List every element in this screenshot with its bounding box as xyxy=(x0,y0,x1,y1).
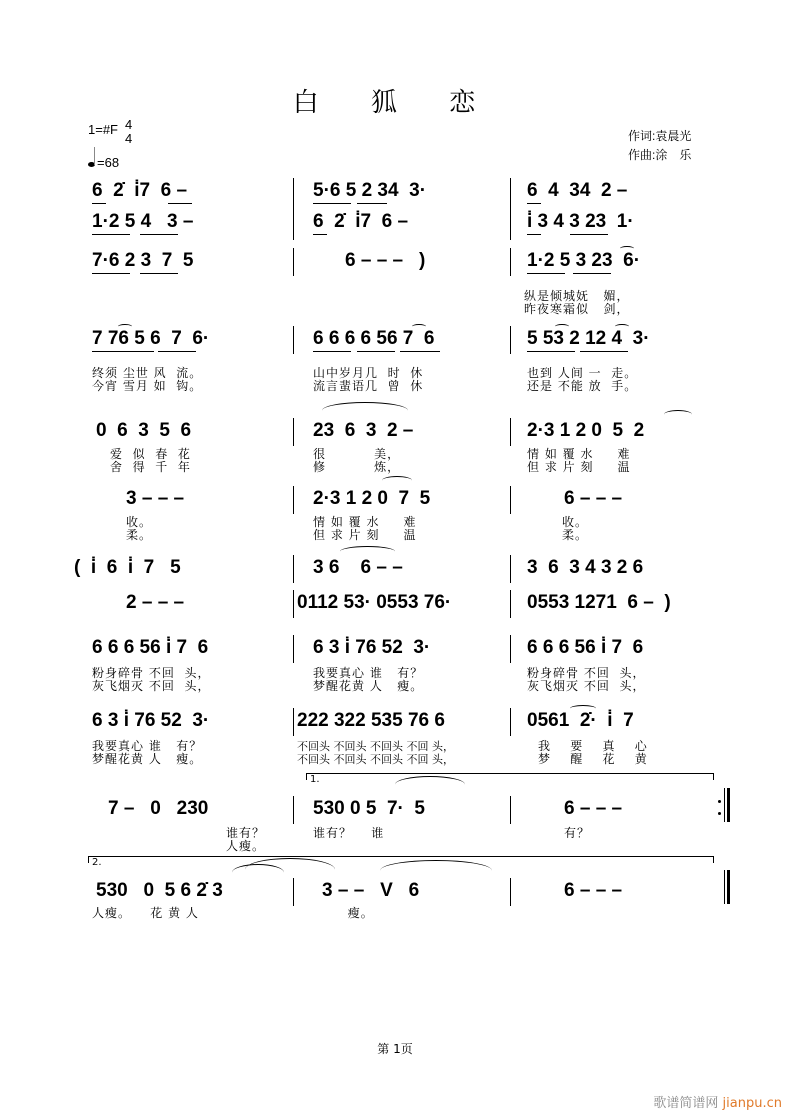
measure: 6 – – – xyxy=(564,880,623,901)
barline xyxy=(510,418,511,446)
lyrics-verse-2: 流言蜚语几 曾 休 xyxy=(313,379,424,393)
lyrics-verse-2: 柔。 xyxy=(562,528,589,542)
barline xyxy=(510,878,511,906)
slur xyxy=(615,324,629,329)
measure: 2·3 1 2 0 7 5 xyxy=(313,488,431,509)
final-barline xyxy=(727,870,730,904)
barline xyxy=(510,178,511,240)
key-signature xyxy=(88,117,133,146)
underline xyxy=(313,203,351,204)
watermark: 歌谱简谱网 jianpu.cn xyxy=(653,1096,782,1111)
underline xyxy=(140,273,178,274)
barline xyxy=(293,326,294,354)
underline xyxy=(313,234,327,235)
lyrics-verse-1: 情 如 覆 水 难 xyxy=(313,515,417,529)
volta-bracket-1: 1. xyxy=(306,773,714,780)
slur xyxy=(380,860,492,881)
measure: ( i̇ 6 i̇ 7 5 xyxy=(74,557,181,578)
lyrics-verse-1: 不回头 不回头 不回头 不回 头， xyxy=(297,740,454,753)
barline xyxy=(510,796,511,824)
lyrics-verse-1: 收。 xyxy=(126,515,153,529)
lyrics-verse-1: 纵是倾城妩 媚， xyxy=(524,289,630,303)
underline xyxy=(92,273,130,274)
measure: 6 3 i̇ 76 52 3· xyxy=(92,710,210,731)
lyrics-verse-2: 还是 不能 放 手。 xyxy=(527,379,638,393)
underline xyxy=(527,203,541,204)
lyrics-verse-1: 谁有？ 谁 xyxy=(313,826,385,840)
lyricist-credit: 作词:袁晨光 xyxy=(628,129,692,143)
underline xyxy=(580,351,628,352)
underline xyxy=(527,273,565,274)
measure: 0 6 3 5 6 xyxy=(96,420,192,441)
slur xyxy=(118,324,132,329)
lyrics-verse-1: 收。 xyxy=(562,515,589,529)
composer-credit: 作曲:涂 乐 xyxy=(628,148,692,162)
volta-bracket-2: 2. xyxy=(88,856,714,863)
measure: 2 – – – xyxy=(126,592,185,613)
barline xyxy=(293,555,294,583)
lyrics-verse-2: 梦 醒 花 黄 xyxy=(538,752,648,766)
barline xyxy=(510,326,511,354)
song-title: 白 狐 恋 xyxy=(292,88,498,118)
measure: 6 4 34 2 – xyxy=(527,180,628,201)
measure: 222 322 535 76 6 xyxy=(297,710,445,731)
measure: i̇ 3 4 3 23 1· xyxy=(527,211,634,232)
underline xyxy=(570,234,608,235)
repeat-end-barline xyxy=(727,788,730,822)
lyrics-verse-1: 我要真心 谁 有？ xyxy=(313,666,424,680)
measure: 6 6 6 56 i̇ 7 6 xyxy=(92,637,209,658)
measure: 7 76 5 6 7 6· xyxy=(92,328,210,349)
lyrics-verse-1: 爱 似 春 花 xyxy=(110,447,191,461)
measure: 6 6 6 6 56 7 6 xyxy=(313,328,435,349)
measure: 23 6 3 2 – xyxy=(313,420,414,441)
lyrics-verse-1: 瘦。 xyxy=(290,906,374,920)
measure: 6 – – – ) xyxy=(345,250,426,271)
barline xyxy=(293,708,294,736)
barline xyxy=(510,555,511,583)
lyrics-verse-1: 人瘦。 花 黄 人 xyxy=(92,906,199,920)
underline xyxy=(92,234,130,235)
lyrics-verse-1: 我要真心 谁 有？ xyxy=(92,739,203,753)
lyrics-verse-2: 修 炼， xyxy=(313,460,401,474)
key-label: 1=#F xyxy=(88,122,118,137)
measure: 7·6 2 3 7 5 xyxy=(92,250,194,271)
underline xyxy=(400,351,440,352)
underline xyxy=(92,203,106,204)
barline xyxy=(724,788,725,822)
slur xyxy=(382,476,412,485)
underline xyxy=(313,351,351,352)
measure: 2·3 1 2 0 5 2 xyxy=(527,420,645,441)
measure: 6 2̇ i̇7 6 – xyxy=(92,180,188,201)
underline xyxy=(92,351,154,352)
measure: 6 3 i̇ 76 52 3· xyxy=(313,637,431,658)
measure: 5·6 5 2 34 3· xyxy=(313,180,427,201)
barline xyxy=(293,796,294,824)
time-signature: 4 4 xyxy=(125,117,133,146)
barline xyxy=(293,635,294,663)
slur xyxy=(555,324,569,329)
measure: 6 – – – xyxy=(564,798,623,819)
measure: 3 6 6 – – xyxy=(313,557,403,578)
lyrics-verse-2: 舍 得 千 年 xyxy=(110,460,191,474)
barline xyxy=(293,178,294,240)
barline xyxy=(510,708,511,736)
underline xyxy=(527,234,541,235)
measure: 6 6 6 56 i̇ 7 6 xyxy=(527,637,644,658)
page-number: 第 1页 xyxy=(377,1042,413,1056)
measure: 6 2̇ i̇7 6 – xyxy=(313,211,409,232)
repeat-dot xyxy=(718,812,721,815)
repeat-dot xyxy=(718,800,721,803)
lyrics-verse-1: 山中岁月几 时 休 xyxy=(313,366,424,380)
slur xyxy=(340,546,395,557)
measure: 7 – 0 230 xyxy=(108,798,209,819)
lyrics-verse-2: 昨夜寒霜似 剑， xyxy=(524,302,630,316)
underline xyxy=(357,203,387,204)
lyrics-verse-2: 今宵 雪月 如 钩。 xyxy=(92,379,203,393)
lyrics-verse-2: 梦醒花黄 人 瘦。 xyxy=(92,752,203,766)
barline xyxy=(293,486,294,514)
lyrics-verse-1: 情 如 覆 水 难 xyxy=(527,447,631,461)
lyrics-verse-1: 粉身碎骨 不回 头， xyxy=(527,666,646,680)
barline xyxy=(510,590,511,618)
measure: 6 – – – xyxy=(564,488,623,509)
barline xyxy=(293,878,294,906)
measure: 1·2 5 4 3 – xyxy=(92,211,194,232)
underline xyxy=(168,203,192,204)
tempo-marking: =68 xyxy=(88,155,119,170)
barline xyxy=(510,248,511,276)
measure: 3 – – – xyxy=(126,488,185,509)
measure: 530 0 5 6 2̇ 3 xyxy=(96,880,223,901)
underline xyxy=(527,351,575,352)
measure: 0561 2̇· i̇ 7 xyxy=(527,710,634,731)
lyrics-verse-2: 柔。 xyxy=(126,528,153,542)
lyrics-verse-2: 梦醒花黄 人 瘦。 xyxy=(313,679,424,693)
underline xyxy=(158,351,196,352)
lyrics-verse-1: 终须 尘世 风 流。 xyxy=(92,366,203,380)
lyrics-verse-2: 但 求 片 刻 温 xyxy=(313,528,417,542)
lyrics-verse-1: 很 美， xyxy=(313,447,401,461)
lyrics-verse-2: 灰飞烟灭 不回 头， xyxy=(92,679,211,693)
slur xyxy=(232,864,284,881)
measure: 3 – – V 6 xyxy=(322,880,420,901)
lyrics-verse-1: 粉身碎骨 不回 头， xyxy=(92,666,211,680)
underline xyxy=(573,273,611,274)
barline xyxy=(293,418,294,446)
measure: 0553 1271 6 – ) xyxy=(527,592,671,613)
measure: 0112 53· 0553 76· xyxy=(297,592,452,613)
lyrics-verse-2: 但 求 片 刻 温 xyxy=(527,460,631,474)
slur xyxy=(664,410,692,419)
lyrics-verse-2: 灰飞烟灭 不回 头， xyxy=(527,679,646,693)
barline xyxy=(293,590,294,618)
slur xyxy=(620,246,634,251)
barline xyxy=(510,635,511,663)
slur xyxy=(322,402,408,419)
slur xyxy=(412,324,426,329)
lyrics-verse-1: 也到 人间 一 走。 xyxy=(527,366,638,380)
measure: 530 0 5 7· 5 xyxy=(313,798,425,819)
measure: 1·2 5 3 23 6· xyxy=(527,250,641,271)
underline xyxy=(357,351,395,352)
quarter-note-icon xyxy=(88,162,95,167)
measure: 5 53 2 12 4 3· xyxy=(527,328,650,349)
lyrics-verse-2: 不回头 不回头 不回头 不回 头， xyxy=(297,753,454,766)
underline xyxy=(140,234,178,235)
lyrics-verse-1: 我 要 真 心 xyxy=(538,739,648,753)
slur xyxy=(570,705,596,712)
lyrics-verse-1: 谁有？ xyxy=(226,826,266,840)
slur xyxy=(395,776,465,793)
barline xyxy=(293,248,294,276)
barline xyxy=(510,486,511,514)
measure: 3 6 3 4 3 2 6 xyxy=(527,557,644,578)
barline xyxy=(724,870,725,904)
lyrics-verse-2: 人瘦。 xyxy=(226,839,266,853)
lyrics-verse-1: 有？ xyxy=(564,826,591,840)
